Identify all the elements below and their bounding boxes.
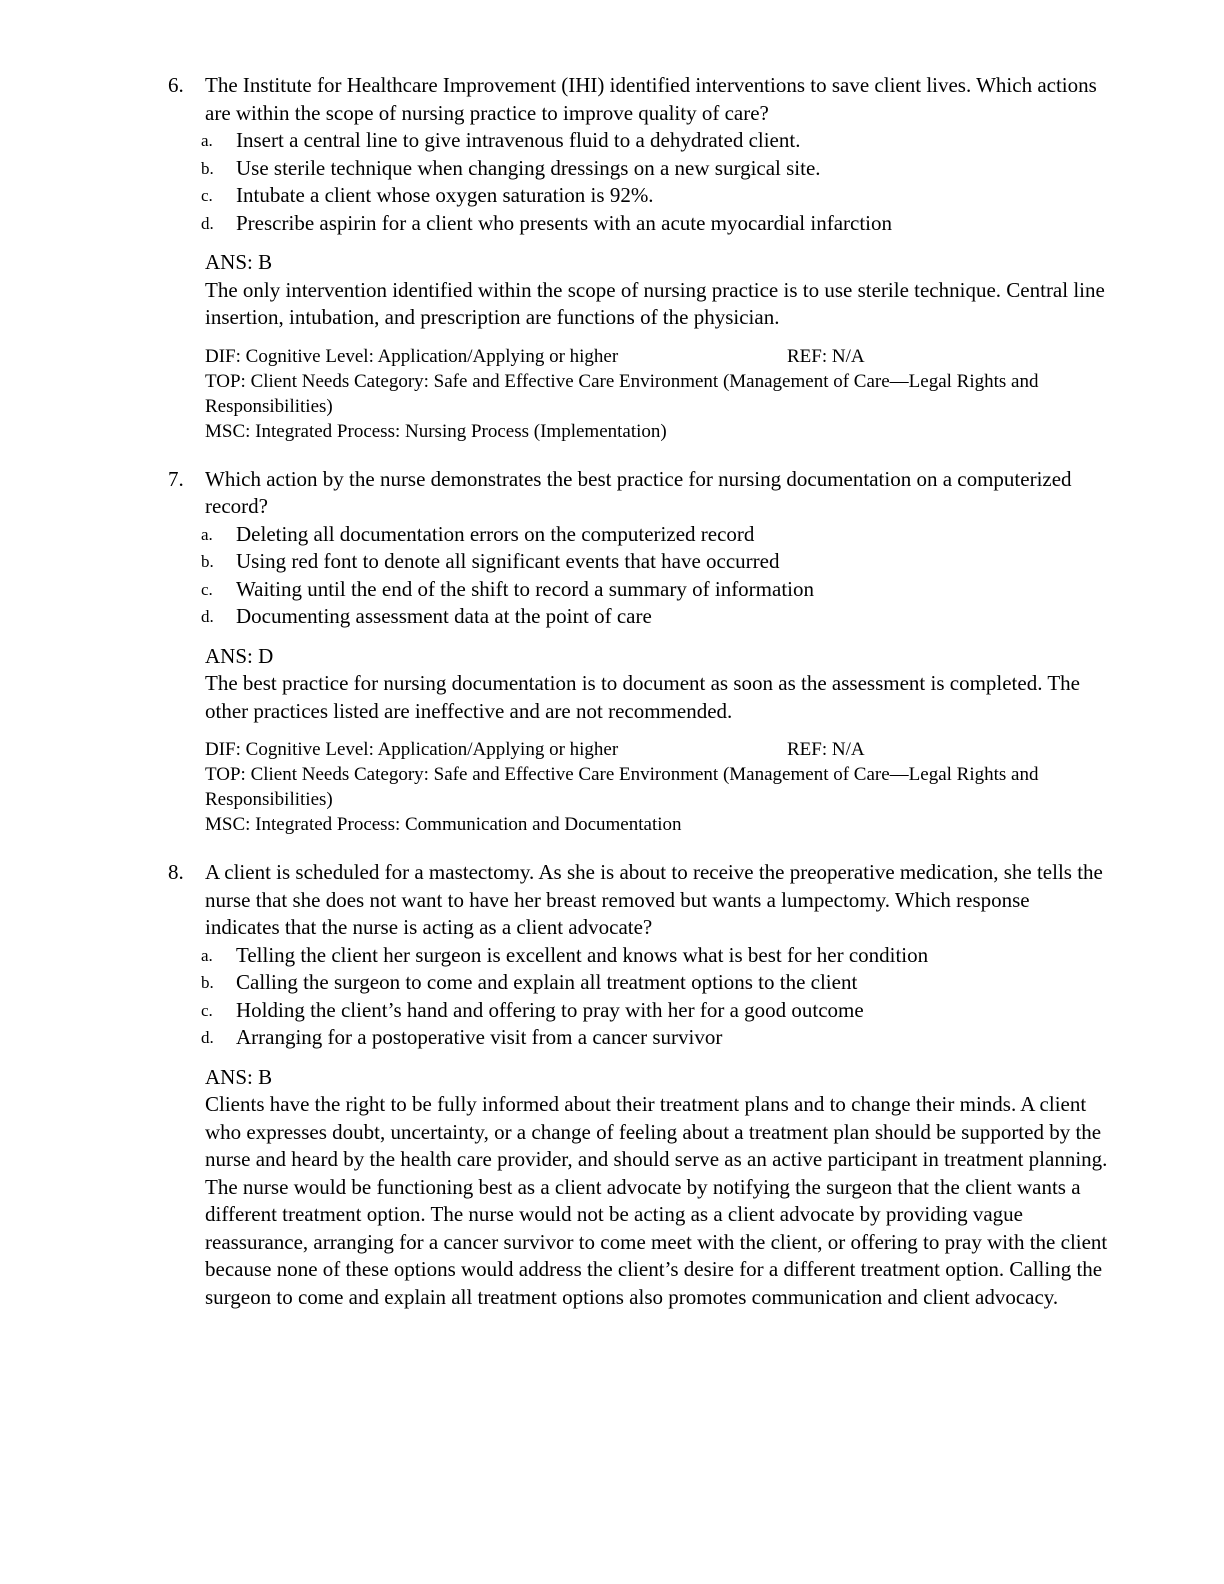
option-letter: b. — [201, 552, 214, 571]
option-a — [201, 521, 1108, 549]
option-letter: d. — [201, 1028, 214, 1047]
difficulty-text: DIF: Cognitive Level: Application/Applying or higher — [205, 345, 619, 367]
question-number: 7. — [168, 466, 184, 491]
options-list — [201, 521, 1108, 631]
option-text: Deleting all documentation errors on the computerized record — [236, 521, 755, 546]
question-stem: Which action by the nurse demonstrates the best practice for nursing documentation on a computerized record? — [205, 466, 1072, 518]
answer-block — [205, 1064, 1108, 1312]
option-letter: c. — [201, 579, 213, 599]
reference-text: REF: N/A — [787, 345, 865, 367]
answer-block — [205, 643, 1108, 726]
option-letter: c. — [201, 186, 213, 205]
question-stem: The Institute for Healthcare Improvement (IHI) identified interventions to save client lives. Which actions are within the scope of nursing practice to improve quality of care? — [205, 73, 1097, 125]
misc-text: MSC: Integrated Process: Nursing Process (Implementation) — [205, 420, 667, 442]
option-letter: d. — [201, 213, 214, 233]
metadata-block — [205, 737, 1108, 837]
reference-text: REF: N/A — [787, 739, 865, 760]
option-d — [201, 1024, 1108, 1052]
document-page — [0, 72, 1224, 1311]
option-letter: b. — [201, 158, 214, 178]
option-b — [201, 548, 1108, 576]
option-letter: c. — [201, 1000, 213, 1020]
misc-text: MSC: Integrated Process: Communication and Documentation — [205, 814, 682, 835]
option-b — [201, 155, 1108, 183]
option-text: Insert a central line to give intravenous fluid to a dehydrated client. — [236, 128, 801, 152]
option-d — [201, 210, 1108, 238]
option-letter: a. — [201, 945, 213, 965]
option-text: Calling the surgeon to come and explain all treatment options to the client — [236, 970, 858, 994]
question-number: 8. — [168, 860, 184, 884]
option-text: Prescribe aspirin for a client who presents with an acute myocardial infarction — [236, 210, 893, 235]
option-d — [201, 603, 1108, 631]
option-c — [201, 576, 1108, 604]
dif-ref-row — [205, 344, 1108, 369]
question-stem: A client is scheduled for a mastectomy. As she is about to receive the preoperative medication, she tells the nurse that she does not want to have her breast removed but wants a lumpectomy. Which response indicates that the nurse is acting as a client advocate? — [205, 860, 1103, 939]
option-text: Use sterile technique when changing dressings on a new surgical site. — [236, 155, 821, 180]
topic-text: TOP: Client Needs Category: Safe and Effective Care Environment (Management of Care—Legal Rights and Responsibilities) — [205, 764, 1039, 810]
question-6 — [168, 72, 1108, 444]
rationale-text: The best practice for nursing documentation is to document as soon as the assessment is completed. The other practices listed are ineffective and are not recommended. — [205, 671, 1080, 723]
metadata-block — [205, 344, 1108, 444]
answer-block — [205, 249, 1108, 332]
option-text: Documenting assessment data at the point of care — [236, 604, 652, 628]
question-number: 6. — [168, 73, 184, 97]
option-c — [201, 182, 1108, 210]
answer-key: ANS: B — [205, 1064, 273, 1089]
question-7 — [168, 466, 1108, 838]
rationale-text: The only intervention identified within the scope of nursing practice is to use sterile technique. Central line insertion, intubation, and prescription are functions of the physician. — [205, 277, 1105, 329]
answer-key: ANS: D — [205, 643, 274, 668]
option-a — [201, 942, 1108, 970]
option-letter: b. — [201, 973, 214, 992]
dif-ref-row — [205, 737, 1108, 762]
option-letter: d. — [201, 607, 214, 626]
topic-text: TOP: Client Needs Category: Safe and Effective Care Environment (Management of Care—Legal Rights and Responsibilities) — [205, 370, 1039, 417]
option-text: Using red font to denote all significant events that have occurred — [236, 549, 780, 573]
rationale-text: Clients have the right to be fully informed about their treatment plans and to change their minds. A client who expresses doubt, uncertainty, or a change of feeling about a treatment plan should be supported by the nurse and heard by the health care provider, and should serve as an active participant in treatment planning. The nurse would be functioning best as a client advocate by notifying the surgeon that the client wants a different treatment option. The nurse would not be acting as a client advocate by providing vague reassurance, arranging for a cancer survivor to come meet with the client, or offering to pray with the client because none of these options would address the client’s desire for a different treatment option. Calling the surgeon to come and explain all treatment options also promotes communication and client advocacy. — [205, 1092, 1108, 1309]
option-b — [201, 969, 1108, 997]
options-list — [201, 942, 1108, 1052]
option-text: Intubate a client whose oxygen saturation is 92%. — [236, 183, 654, 207]
options-list — [201, 127, 1108, 237]
option-c — [201, 997, 1108, 1025]
option-text: Holding the client’s hand and offering to pray with her for a good outcome — [236, 997, 864, 1022]
option-letter: a. — [201, 524, 213, 544]
answer-key: ANS: B — [205, 250, 273, 274]
difficulty-text: DIF: Cognitive Level: Application/Applying or higher — [205, 739, 619, 760]
option-letter: a. — [201, 131, 213, 150]
option-text: Arranging for a postoperative visit from a cancer survivor — [236, 1025, 723, 1049]
option-text: Telling the client her surgeon is excellent and knows what is best for her condition — [236, 942, 929, 967]
question-8 — [168, 859, 1108, 1311]
option-a — [201, 127, 1108, 155]
option-text: Waiting until the end of the shift to record a summary of information — [236, 576, 815, 601]
